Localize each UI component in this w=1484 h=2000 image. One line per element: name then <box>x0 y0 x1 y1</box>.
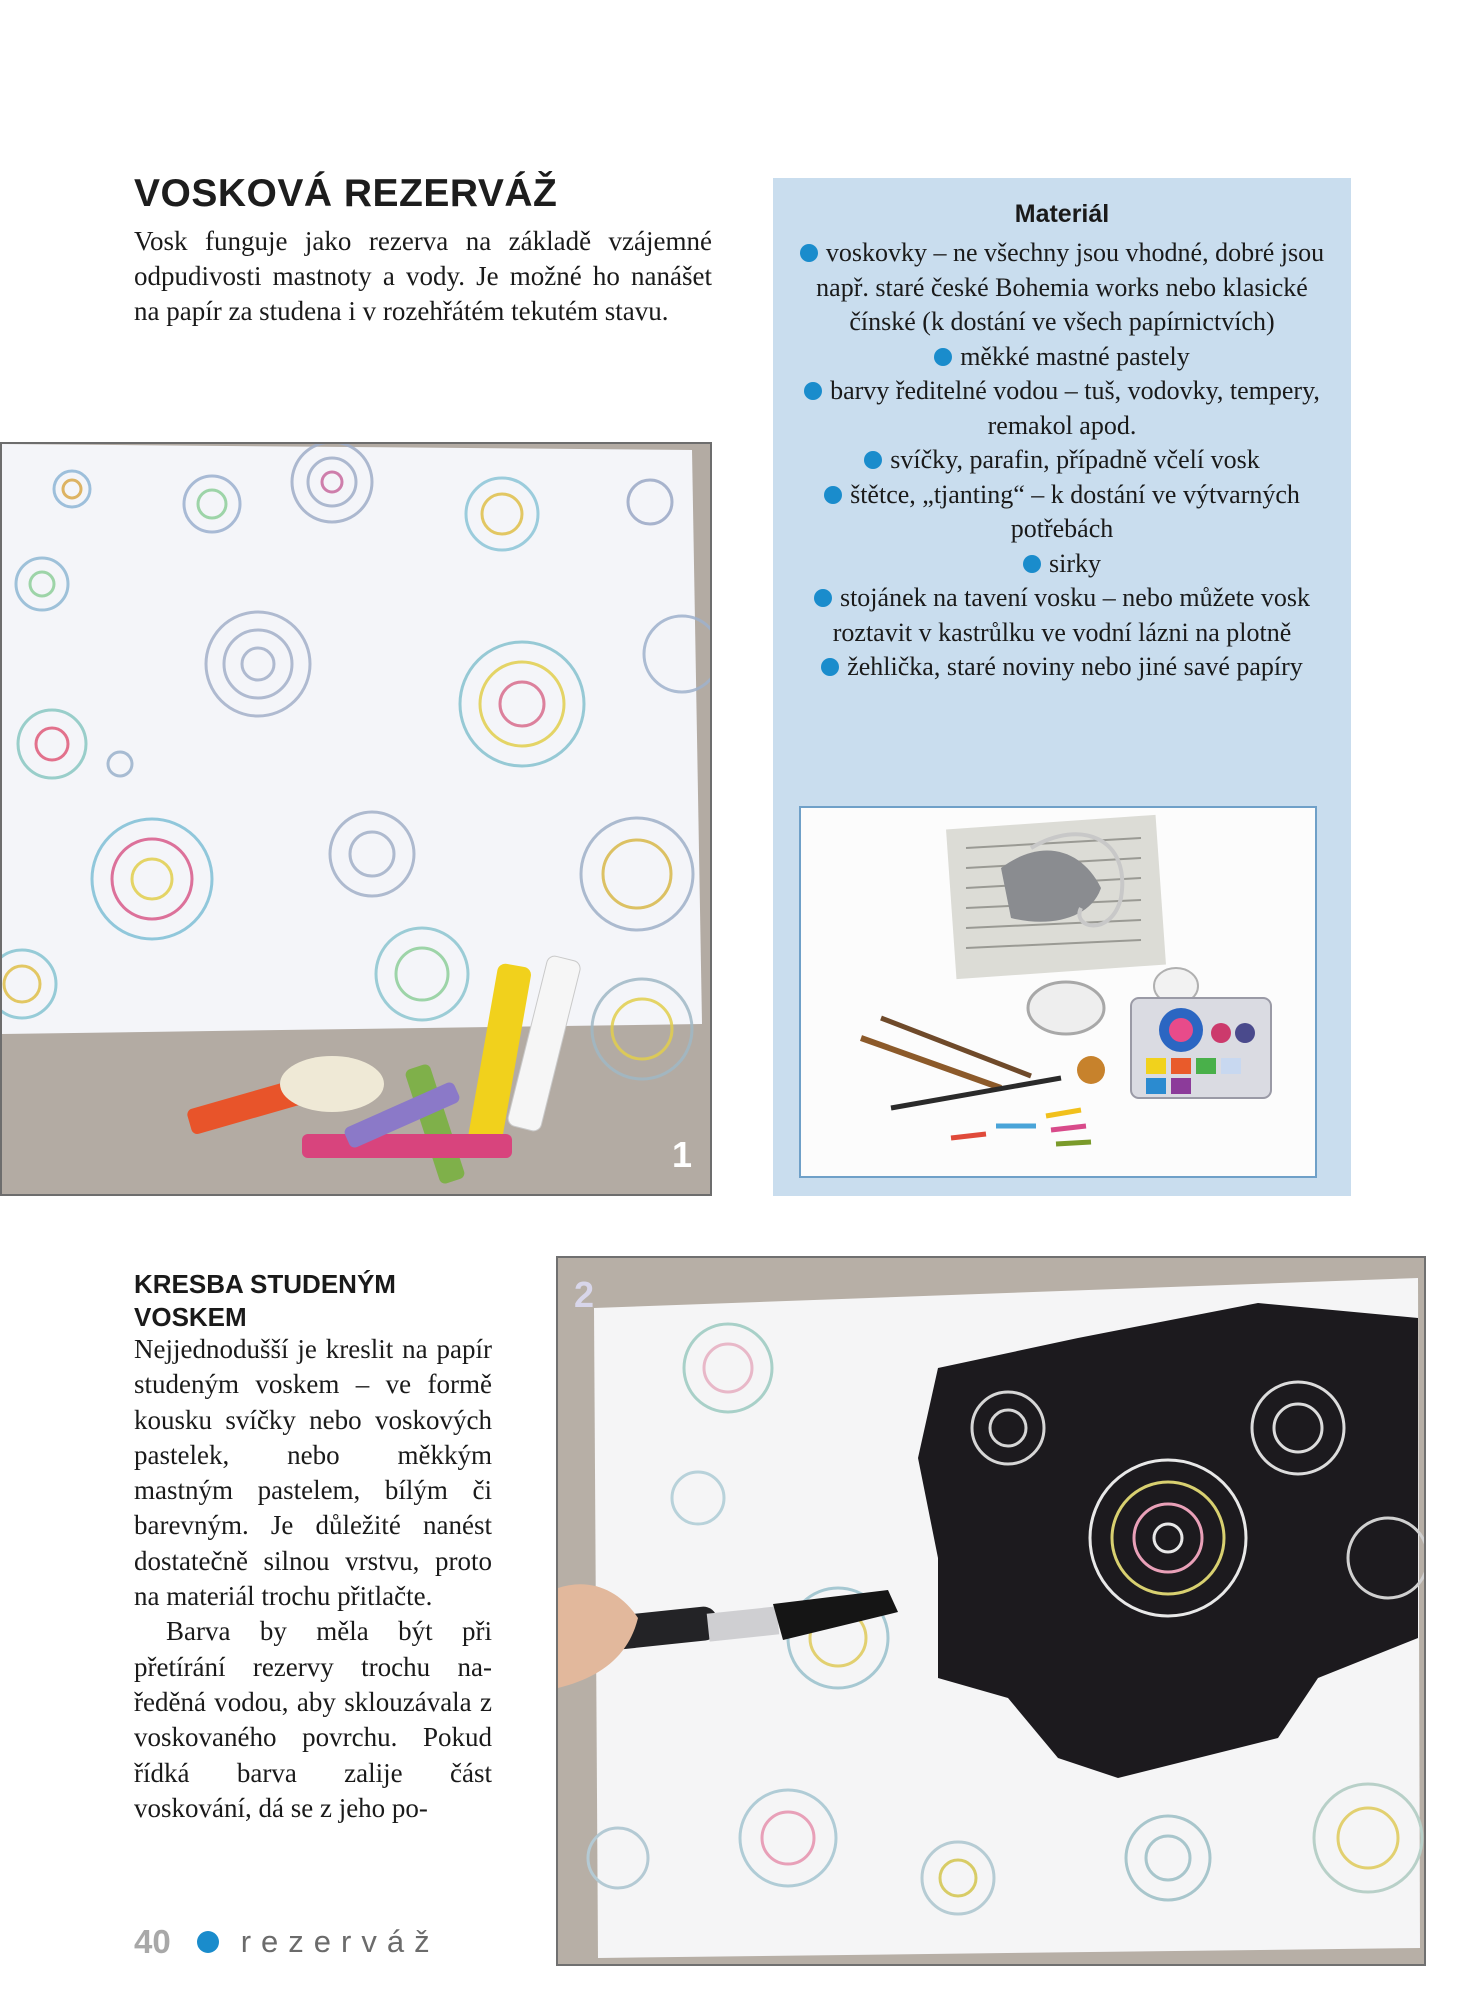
bullet-icon <box>800 244 818 262</box>
bullet-icon <box>1023 555 1041 573</box>
bullet-icon <box>864 451 882 469</box>
photo-number: 2 <box>574 1274 595 1315</box>
list-item: barvy ředitelné vodou – tuš, vodovky, tempery, remakol apod. <box>793 374 1331 443</box>
list-item: svíčky, parafin, případně včelí vosk <box>793 443 1331 478</box>
body-paragraph: Barva by měla být při přetírání rezervy trochu naředěná vodou, aby sklouzávala z voskovaného povrchu. Pokud řídká barva zalije část voskování, dá se z jeho po- <box>134 1616 492 1823</box>
footer-bullet-icon <box>197 1931 219 1953</box>
bullet-icon <box>814 589 832 607</box>
list-item: žehlička, staré noviny nebo jiné savé papíry <box>793 650 1331 685</box>
photo-materials <box>799 806 1317 1178</box>
page-title: VOSKOVÁ REZERVÁŽ <box>134 172 558 215</box>
list-item: štětce, „tjanting“ – k dostání ve výtvarných potřebách <box>793 478 1331 547</box>
photo-1-illustration <box>2 444 710 1194</box>
bullet-icon <box>824 486 842 504</box>
list-item: sirky <box>793 547 1331 582</box>
photo-2-illustration <box>558 1258 1424 1964</box>
list-item: měkké mastné pastely <box>793 340 1331 375</box>
material-title: Materiál <box>1014 200 1110 228</box>
running-head: rezerváž <box>240 1924 440 1959</box>
photo-brush-over-wax <box>556 1256 1426 1966</box>
list-item: stojánek na tavení vosku – nebo můžete vosk roztavit v kastrůlku ve vodní lázni na plotně <box>793 581 1331 650</box>
list-item: voskovky – ne všechny jsou vhodné, dobré jsou např. staré české Bohemia works nebo klasické čínské (k dostání ve všech papírnictvích) <box>793 236 1331 340</box>
bullet-icon <box>934 348 952 366</box>
material-box <box>773 178 1351 1196</box>
material-list <box>793 236 1331 685</box>
section-heading: KRESBA STUDENÝM VOSKEM <box>134 1269 396 1332</box>
bullet-icon <box>804 382 822 400</box>
photo-crayon-circles <box>0 442 712 1196</box>
page-number: 40 <box>134 1923 171 1960</box>
intro-paragraph: Vosk funguje jako rezerva na základě vzájemné odpudivosti mastnoty a vody. Je možné ho nanášet na papír za studena i v rozehřátém tekutém stavu. <box>134 226 712 326</box>
photo-number: 1 <box>671 1134 692 1175</box>
section-body <box>134 1332 492 1826</box>
page-footer <box>134 1922 440 1962</box>
body-paragraph: Nejjednodušší je kreslit na papír studeným voskem – ve formě kousku svíčky nebo voskových pastelek, nebo měkkým mastným pastelem, bílým či barevným. Je důležité nanést dostatečně silnou vrstvu, proto na materiál trochu přitlačte. <box>134 1334 492 1612</box>
materials-illustration <box>801 808 1315 1176</box>
bullet-icon <box>821 658 839 676</box>
